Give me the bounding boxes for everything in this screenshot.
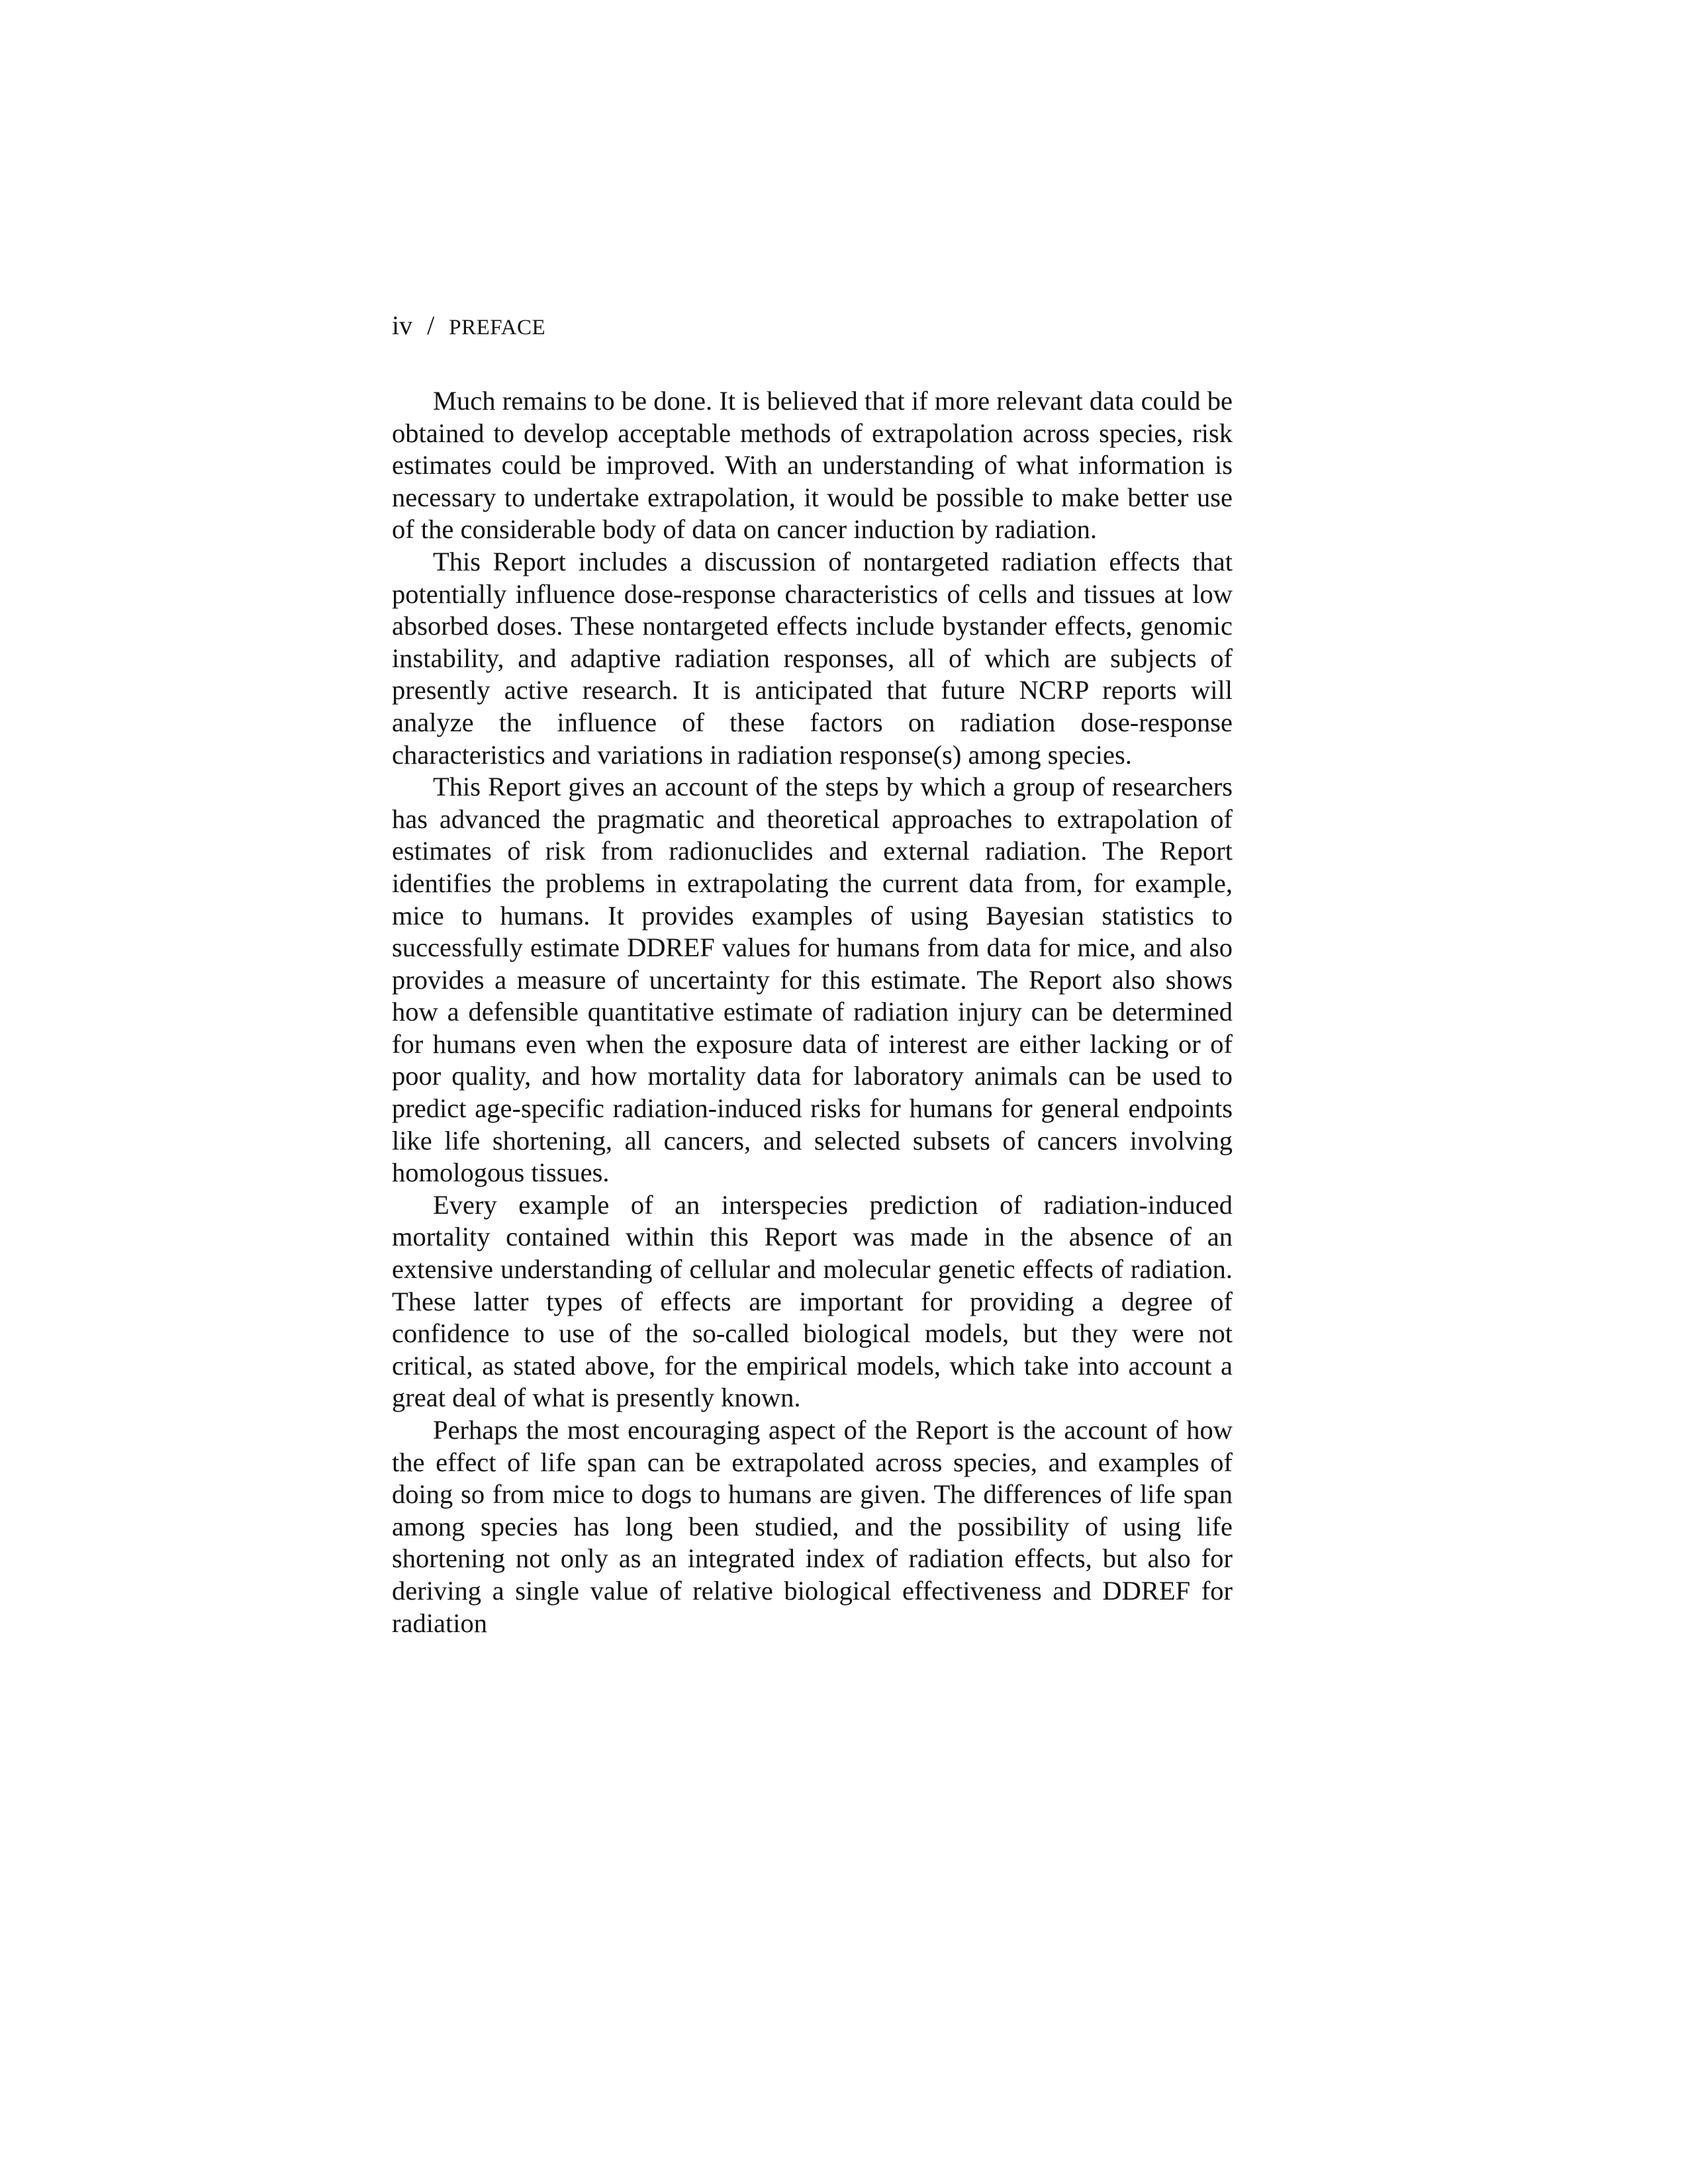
header-separator: / bbox=[427, 310, 435, 340]
paragraph-2: This Report includes a discussion of nontargeted radiation effects that potentially influence dose-response characteristics of cells and tissues at low absorbed doses. These nontargeted effects include bystander effects, genomic instability, and adaptive radiation responses, all of which are subjects of presently active research. It is anticipated that future NCRP reports will analyze the influence of these factors on radiation dose-response characteristics and variations in radiation response(s) among species. bbox=[392, 546, 1233, 770]
paragraph-4: Every example of an interspecies prediction of radiation-induced mortality contained within this Report was made in the absence of an extensive understanding of cellular and molecular genetic effects of radiation. These latter types of effects are important for providing a degree of confidence to use of the so-called biological models, but they were not critical, as stated above, for the empirical models, which take into account a great deal of what is presently known. bbox=[392, 1189, 1233, 1413]
preface-body bbox=[392, 385, 1233, 1639]
page-number: iv bbox=[392, 310, 413, 340]
running-head bbox=[392, 310, 545, 341]
paragraph-5: Perhaps the most encouraging aspect of the Report is the account of how the effect of life span can be extrapolated across species, and examples of doing so from mice to dogs to humans are given. The differences of life span among species has long been studied, and the possibility of using life shortening not only as an integrated index of radiation effects, but also for deriving a single value of relative biological effectiveness and DDREF for radiation bbox=[392, 1415, 1233, 1638]
paragraph-1: Much remains to be done. It is believed that if more relevant data could be obtained to develop acceptable methods of extrapolation across species, risk estimates could be improved. With an understanding of what information is necessary to undertake extrapolation, it would be possible to make better use of the considerable body of data on cancer induction by radiation. bbox=[392, 386, 1233, 545]
paragraph-3: This Report gives an account of the steps by which a group of researchers has advanced the pragmatic and theoretical approaches to extrapolation of estimates of risk from radionuclides and external radiation. The Report identifies the problems in extrapolating the current data from, for example, mice to humans. It provides examples of using Bayesian statistics to successfully estimate DDREF values for humans from data for mice, and also provides a measure of uncertainty for this estimate. The Report also shows how a defensible quantitative estimate of radiation injury can be determined for humans even when the exposure data of interest are either lacking or of poor quality, and how mortality data for laboratory animals can be used to predict age-specific radiation-induced risks for humans for general endpoints like life shortening, all cancers, and selected subsets of cancers involving homologous tissues. bbox=[392, 772, 1233, 1188]
section-title: PREFACE bbox=[449, 316, 546, 340]
